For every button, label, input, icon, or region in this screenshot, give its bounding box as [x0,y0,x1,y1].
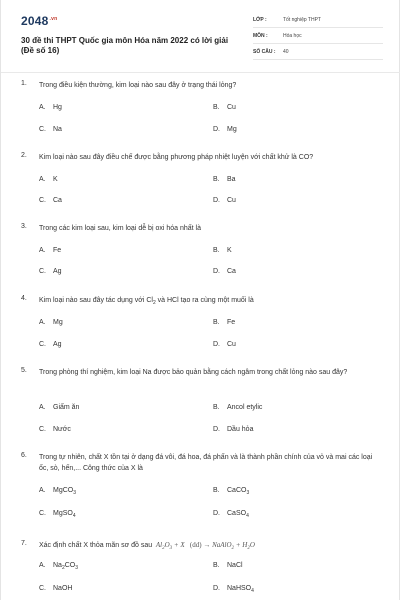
question-text: Kim loại nào sau đây điều chế được bằng phương pháp nhiệt luyện với chất khử là CO? [39,154,314,161]
header-divider [1,72,400,73]
arrow-icon: → [203,541,211,549]
option-c[interactable]: C. MgSO$_4$ [39,510,76,519]
option-d[interactable]: D. Cu [213,197,236,204]
option-a[interactable]: A. Fe [39,247,62,254]
option-d[interactable]: D. Cu [213,341,236,348]
option-a[interactable]: A. Hg [39,104,62,111]
option-a[interactable]: A. $Na_2CO_3$ [39,562,79,571]
question-text: Trong phòng thí nghiệm, kim loại Na được bảo quản bằng cách ngâm trong chất lỏng nào sau đây? [39,369,348,376]
option-c[interactable]: C. Ag [39,268,62,275]
option-b[interactable]: B. Cu [213,104,236,111]
option-a[interactable]: A. K [39,176,58,183]
option-b[interactable]: B. Fe [213,319,236,326]
option-b[interactable]: B. Ancol etylic [213,404,263,411]
document-title: 30 đề thi THPT Quốc gia môn Hóa năm 2022 có lời giải (Đề số 16) [21,36,229,55]
option-c[interactable]: C. NaOH [39,585,73,592]
document-header [21,14,383,64]
reaction-equation: $Al_2O_3 + X$ (dd) → NaAlO$_2$ + $H_2O$ [155,541,255,551]
option-c[interactable]: C. Nước [39,426,71,433]
question-text: Xác định chất X thỏa mãn sơ đồ sau $Al_2O_3 + X$ (dd) → NaAlO$_2$ + $H_2O$ [39,541,255,551]
document-page: $2048^{.vn}$ 30 đề thi THPT Quốc gia môn Hóa năm 2022 có lời giải (Đề số 16) LỚP : Tốt nghiệp THPT MÔN : Hóa học SỐ CÂU : 40 1. Trong điều kiện thường, kim loại nào sau đây ở trạng thái lỏng? A. Hg B. Cu C. Na D. Mg 2. Kim loại nào sau đây điều chế được bằng phương pháp nhiệt luyện với chất khử là CO? A. K B. Ba C. Ca D. Cu 3. Trong các kim loại sau, kim loại dễ bị oxi hóa nhất là A. Fe B. K C. Ag D. Ca 4. Kim loại nào sau đây tác dụng với $Cl_2$ và HCl tạo ra cùng một muối là A. Mg B. Fe C. Ag D. Cu 5. Trong phòng thí nghiệm, kim loại Na được bảo quản bằng cách ngâm trong chất lỏng nào sau đây? A. Giấm ăn B. Ancol etylic C. Nước D. Dầu hỏa 6. Trong tự nhiên, chất X tồn tại ở dạng đá vôi, đá hoa, đá phấn và là thành phần chính của vỏ và mai các loại ốc, sò, hến,... Công thức của X là A. MgCO$_3$ B. CaCO$_3$ C. MgSO$_4$ D. CaSO$_4$ 7. Xác định chất X thỏa mãn sơ đồ sau $Al_2O_3 + X$ (dd) → NaAlO$_2$ + $H_2O$ A. $Na_2CO_3$ B. NaCl C. NaOH D. NaHSO$_4$ [0,0,400,600]
option-a[interactable]: A. MgCO$_3$ [39,487,77,496]
question-text: Trong các kim loại sau, kim loại dễ bị oxi hóa nhất là [39,225,201,232]
option-b[interactable]: B. NaCl [213,562,243,569]
option-c[interactable]: C. Ag [39,341,62,348]
site-logo[interactable]: $2048^{.vn}$ [21,14,58,28]
question-text: Trong điều kiện thường, kim loại nào sau đây ở trạng thái lỏng? [39,82,237,89]
option-d[interactable]: D. Ca [213,268,236,275]
option-a[interactable]: A. Giấm ăn [39,404,80,411]
meta-table [253,14,383,62]
question-text: Trong tự nhiên, chất X tồn tại ở dạng đá vôi, đá hoa, đá phấn và là thành phần chính của vỏ và mai các loại ốc, sò, hến,... Công thức của X là [39,454,373,472]
option-c[interactable]: C. Ca [39,197,62,204]
option-d[interactable]: D. CaSO$_4$ [213,510,249,519]
option-b[interactable]: B. CaCO$_3$ [213,487,250,496]
meta-row-grade: LỚP : Tốt nghiệp THPT [253,14,383,28]
question-text: Kim loại nào sau đây tác dụng với $Cl_2$ và HCl tạo ra cùng một muối là [39,297,254,306]
option-d[interactable]: D. Mg [213,126,237,133]
option-c[interactable]: C. Na [39,126,62,133]
meta-row-question-count: SỐ CÂU : 40 [253,46,383,60]
option-d[interactable]: D. NaHSO$_4$ [213,585,254,594]
option-b[interactable]: B. Ba [213,176,236,183]
meta-row-subject: MÔN : Hóa học [253,30,383,44]
option-b[interactable]: B. K [213,247,232,254]
option-d[interactable]: D. Dầu hỏa [213,426,254,433]
option-a[interactable]: A. Mg [39,319,63,326]
